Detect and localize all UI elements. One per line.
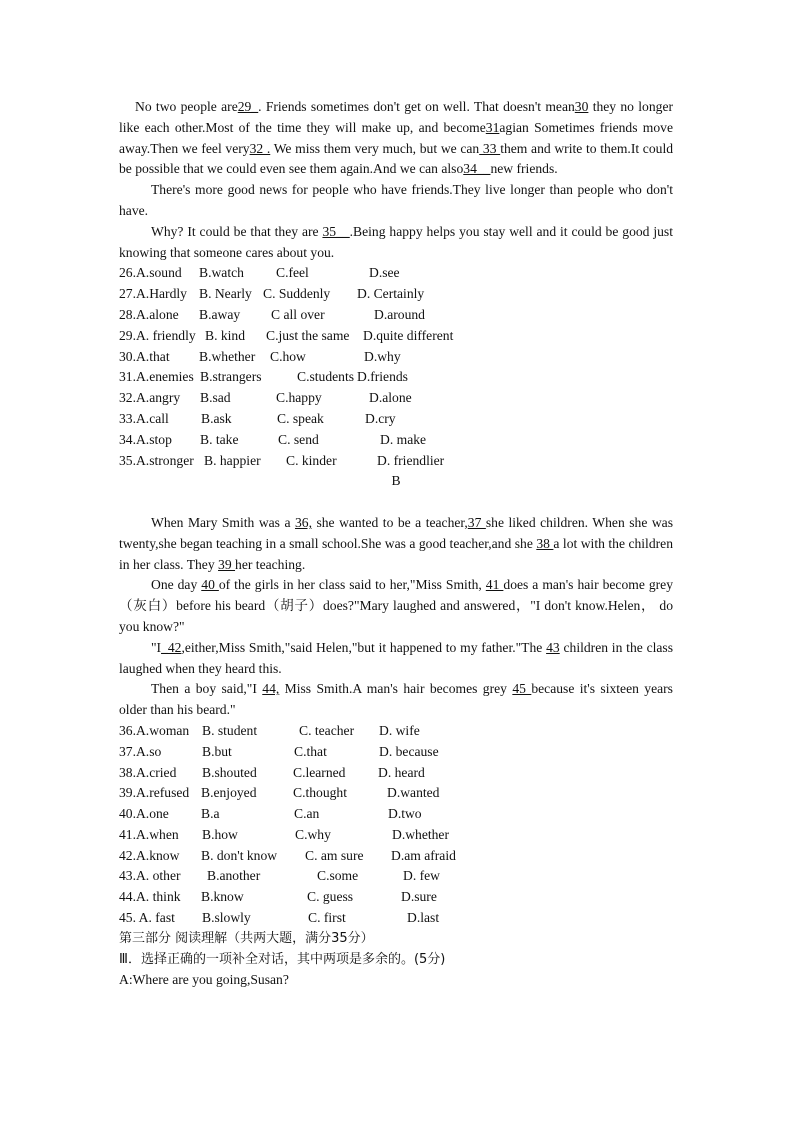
option-row-26: 26.A.sound B.watch C.feel D.see	[119, 265, 400, 281]
option-row-44: 44.A. think B.know C. guess D.sure	[119, 889, 437, 905]
spacer	[119, 492, 673, 513]
section-b-label: B	[391, 473, 401, 489]
document-page	[119, 97, 673, 991]
option-row-41: 41.A.when B.how C.why D.whether	[119, 826, 449, 842]
passage-b-paragraph-1: When Mary Smith was a 36, she wanted to be a teacher,37 she liked children. When she was twenty,she began teaching in a small school.She was a good teacher,and she 38 a lot with the children in her class. They 39 her teaching.	[119, 514, 673, 572]
option-row-37: 37.A.so B.but C.that D. because	[119, 743, 439, 759]
option-row-30: 30.A.that B.whether C.how D.why	[119, 348, 401, 364]
option-row-35: 35.A.stronger B. happier C. kinder D. friendlier	[119, 452, 445, 468]
section3-instruction: Ⅲ．选择正确的一项补全对话，其中两项是多余的。(5分)	[119, 951, 446, 967]
passage-a-options	[119, 263, 673, 471]
option-row-43: 43.A. other B.another C.some D. few	[119, 868, 440, 884]
passage-a-paragraph-1: No two people are29_. Friends sometimes don't get on well. That doesn't mean30 they no longer like each other.Most of the time they will make up, and become31agian Sometimes friends move away.Then we feel very32 . We miss them very much, but we can 33 them and write to them.It could be possible that we could even see them again.And we can also34__new friends.	[119, 99, 674, 177]
passage-b-paragraph-2: One day 40 of the girls in her class said to her,"Miss Smith, 41 does a man's hair become grey（灰白）before his beard（胡子）does?"Mary laughed and answered，"I don't know.Helen， do you know?"	[119, 577, 673, 634]
passage-b-paragraph-4: Then a boy said,"I 44, Miss Smith.A man's hair becomes grey 45 because it's sixteen years older than his beard."	[119, 681, 673, 718]
passage-b-options	[119, 721, 673, 929]
option-row-39: 39.A.refused B.enjoyed C.thought D.wanted	[119, 785, 440, 801]
part3-heading: 第三部分 阅读理解（共两大题，满分35分）	[119, 930, 374, 946]
passage-a-paragraph-3: Why? It could be that they are 35__.Being happy helps you stay well and it could be good just knowing that someone cares about you.	[119, 223, 674, 260]
option-row-38: 38.A.cried B.shouted C.learned D. heard	[119, 764, 425, 780]
option-row-27: 27.A.Hardly B. Nearly C. Suddenly D. Certainly	[119, 286, 425, 302]
option-row-42: 42.A.know B. don't know C. am sure D.am afraid	[119, 847, 456, 863]
option-row-34: 34.A.stop B. take C. send D. make	[119, 431, 427, 447]
option-row-28: 28.A.alone B.away C all over D.around	[119, 306, 425, 322]
passage-b-paragraph-3: "I_42,either,Miss Smith,"said Helen,"but it happened to my father."The 43 children in the class laughed when they heard this.	[119, 639, 673, 676]
passage-a-paragraph-2: There's more good news for people who have friends.They live longer than people who don't have.	[119, 182, 673, 218]
option-row-40: 40.A.one B.a C.an D.two	[119, 806, 422, 822]
option-row-36: 36.A.woman B. student C. teacher D. wife	[119, 722, 420, 738]
option-row-32: 32.A.angry B.sad C.happy D.alone	[119, 390, 412, 406]
option-row-33: 33.A.call B.ask C. speak D.cry	[119, 410, 396, 426]
dialogue-line: A:Where are you going,Susan?	[119, 972, 289, 988]
option-row-31: 31.A.enemies B.strangers C.students D.friends	[119, 369, 408, 385]
option-row-45: 45. A. fast B.slowly C. first D.last	[119, 910, 440, 926]
option-row-29: 29.A. friendly B. kind C.just the same D.quite different	[119, 327, 454, 343]
